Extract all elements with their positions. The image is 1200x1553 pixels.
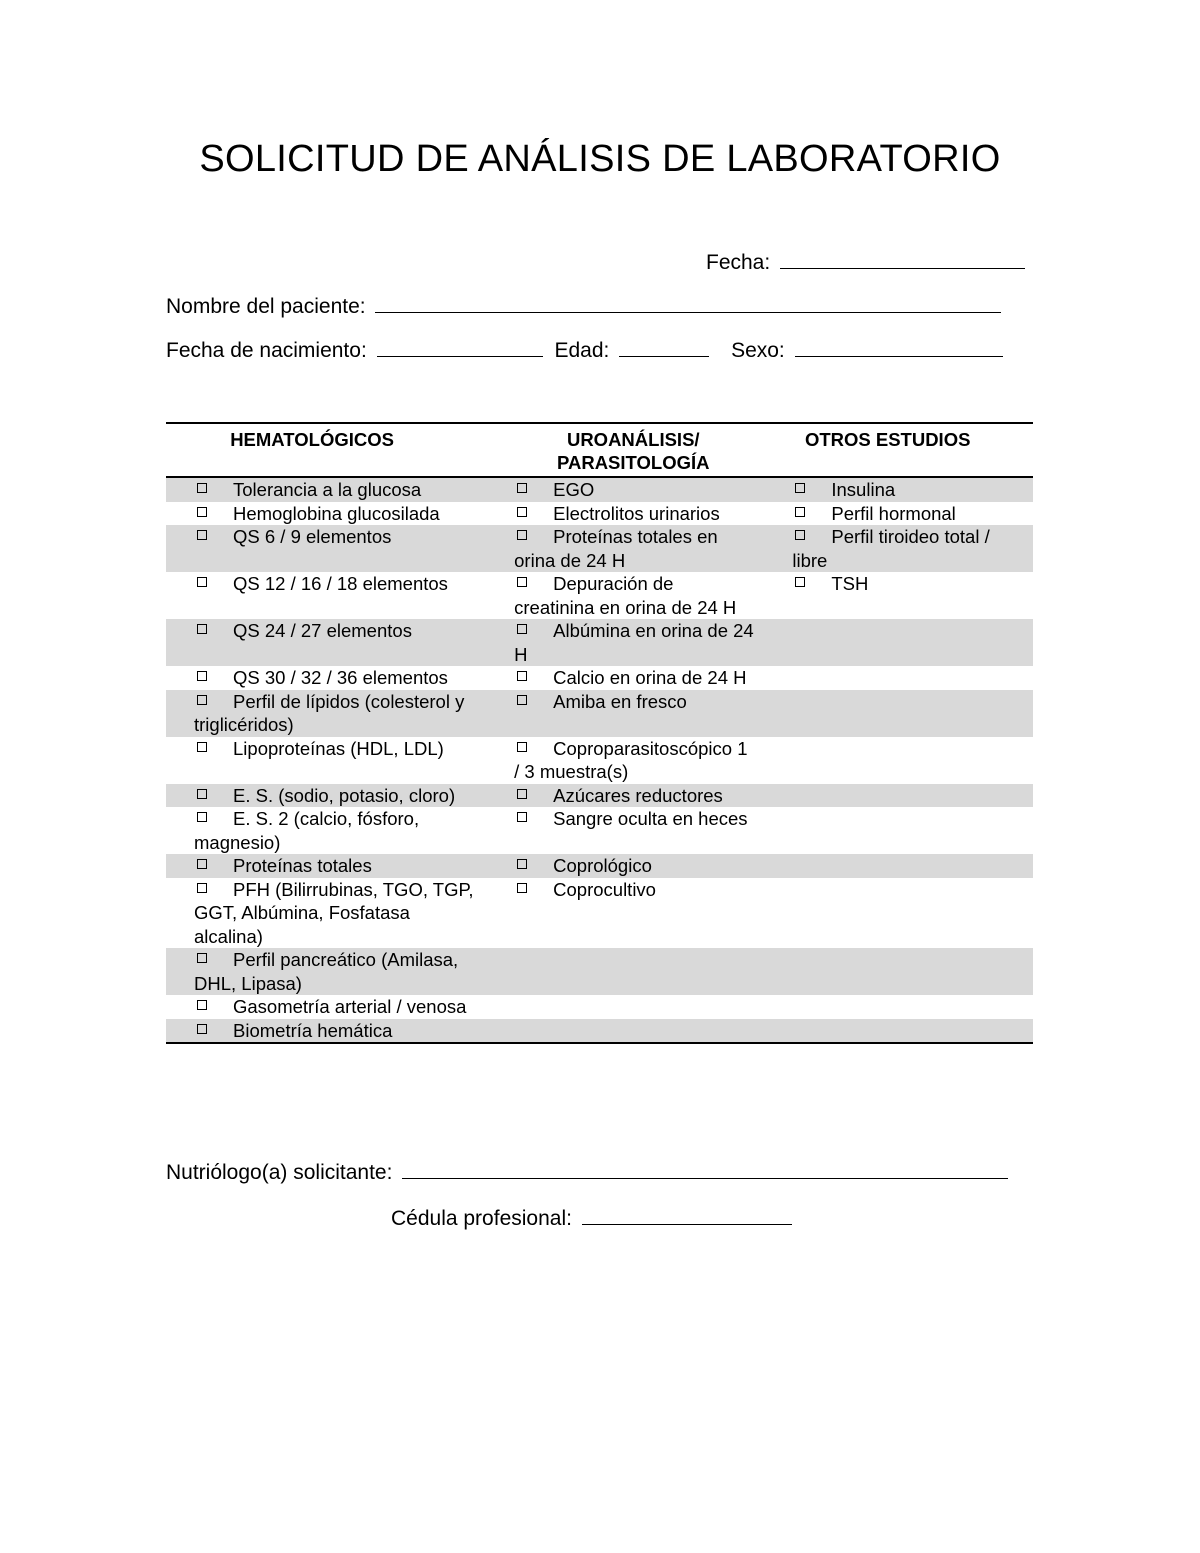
checkbox[interactable] <box>517 812 527 822</box>
test-label: Hemoglobina glucosilada <box>233 502 440 524</box>
checkbox[interactable] <box>517 671 527 681</box>
test-label: Sangre oculta en heces <box>553 808 748 829</box>
nombre-field[interactable] <box>375 292 1001 313</box>
table-header-row <box>166 423 1033 477</box>
checkbox[interactable] <box>795 507 805 517</box>
table-cell <box>772 666 1033 690</box>
test-label: Biometría hemática <box>233 1019 393 1041</box>
table-cell <box>166 690 484 737</box>
table-row <box>166 807 1033 854</box>
table-cell <box>166 995 484 1019</box>
nacimiento-label: Fecha de nacimiento: <box>166 339 367 362</box>
checkbox[interactable] <box>517 742 527 752</box>
table-row <box>166 995 1033 1019</box>
table-cell <box>772 619 1033 666</box>
test-label: QS 12 / 16 / 18 elementos <box>233 573 448 594</box>
table-row <box>166 666 1033 690</box>
table-cell <box>484 1019 772 1044</box>
checkbox[interactable] <box>197 624 207 634</box>
checkbox[interactable] <box>795 483 805 493</box>
checkbox[interactable] <box>517 483 527 493</box>
page-title: SOLICITUD DE ANÁLISIS DE LABORATORIO <box>199 138 1001 180</box>
edad-field[interactable] <box>619 336 709 357</box>
table-row <box>166 690 1033 737</box>
table-row <box>166 854 1033 878</box>
table-row <box>166 737 1033 784</box>
table-cell <box>484 878 772 949</box>
checkbox[interactable] <box>197 789 207 799</box>
test-label: Perfil pancreático (Amilasa, DHL, Lipasa) <box>194 949 459 994</box>
table-row <box>166 572 1033 619</box>
checkbox[interactable] <box>517 507 527 517</box>
table-cell <box>484 737 772 784</box>
cedula-row <box>391 1204 792 1231</box>
table-cell <box>166 737 484 784</box>
table-cell <box>166 948 484 995</box>
test-label: QS 30 / 32 / 36 elementos <box>233 667 448 688</box>
cedula-field[interactable] <box>582 1204 792 1225</box>
checkbox[interactable] <box>517 859 527 869</box>
checkbox[interactable] <box>517 789 527 799</box>
nacimiento-field[interactable] <box>377 336 543 357</box>
table-cell <box>166 619 484 666</box>
test-label: Perfil tiroideo total / libre <box>792 526 990 571</box>
checkbox[interactable] <box>197 577 207 587</box>
test-label: Perfil hormonal <box>831 502 956 524</box>
test-label: Albúmina en orina de 24 H <box>514 620 754 665</box>
test-label: Coprológico <box>553 855 652 876</box>
table-cell <box>166 1019 484 1044</box>
table-cell <box>166 807 484 854</box>
table-body <box>166 477 1033 1043</box>
fecha-label: Fecha: <box>706 251 771 274</box>
test-label: Proteínas totales <box>233 855 372 876</box>
nutriologo-row <box>166 1158 1008 1185</box>
table-cell <box>772 878 1033 949</box>
checkbox[interactable] <box>517 883 527 893</box>
test-label: Gasometría arterial / venosa <box>233 996 467 1017</box>
test-label: Electrolitos urinarios <box>553 502 720 524</box>
nacimiento-row <box>166 336 1003 363</box>
checkbox[interactable] <box>795 577 805 587</box>
test-label: Calcio en orina de 24 H <box>553 667 747 688</box>
test-label: Coproparasitoscópico 1 / 3 muestra(s) <box>514 737 748 782</box>
table-cell <box>484 619 772 666</box>
checkbox[interactable] <box>197 742 207 752</box>
cedula-label: Cédula profesional: <box>391 1207 572 1230</box>
test-label: Lipoproteínas (HDL, LDL) <box>233 737 444 759</box>
table-row <box>166 525 1033 572</box>
checkbox[interactable] <box>517 624 527 634</box>
table-cell <box>484 995 772 1019</box>
test-label: Tolerancia a la glucosa <box>233 479 422 500</box>
test-label: Proteínas totales en orina de 24 H <box>514 526 718 571</box>
table-row <box>166 1019 1033 1044</box>
test-label: TSH <box>831 573 869 594</box>
test-label: Amiba en fresco <box>553 690 687 712</box>
table-cell <box>484 666 772 690</box>
table-row <box>166 477 1033 502</box>
table-cell <box>484 807 772 854</box>
table-cell <box>772 525 1033 572</box>
header-uroanalisis <box>484 423 772 477</box>
test-label: PFH (Bilirrubinas, TGO, TGP, GGT, Albúmina, Fosfatasa alcalina) <box>194 878 474 947</box>
checkbox[interactable] <box>517 577 527 587</box>
test-label: E. S. 2 (calcio, fósforo, magnesio) <box>194 808 420 853</box>
checkbox[interactable] <box>197 1024 207 1034</box>
table-cell <box>772 854 1033 878</box>
table-cell <box>166 502 484 526</box>
checkbox[interactable] <box>197 483 207 493</box>
test-label: Depuración de creatinina en orina de 24 H <box>514 573 737 618</box>
table-cell <box>772 807 1033 854</box>
fecha-field[interactable] <box>780 248 1025 269</box>
table-cell <box>484 854 772 878</box>
nutriologo-label: Nutriólogo(a) solicitante: <box>166 1161 393 1184</box>
table-cell <box>166 666 484 690</box>
table-cell <box>166 854 484 878</box>
checkbox[interactable] <box>197 671 207 681</box>
table-cell <box>166 477 484 502</box>
table-cell <box>772 477 1033 502</box>
table-cell <box>484 502 772 526</box>
checkbox[interactable] <box>197 507 207 517</box>
header-hematologicos: HEMATOLÓGICOS <box>230 429 394 450</box>
table-cell <box>772 784 1033 808</box>
table-cell <box>772 737 1033 784</box>
checkbox[interactable] <box>517 530 527 540</box>
nombre-label: Nombre del paciente: <box>166 295 366 318</box>
fecha-row <box>706 248 1025 275</box>
table-cell <box>166 572 484 619</box>
checkbox[interactable] <box>197 859 207 869</box>
table-row <box>166 948 1033 995</box>
table-row <box>166 878 1033 949</box>
checkbox[interactable] <box>197 530 207 540</box>
table-cell <box>772 1019 1033 1044</box>
table-cell <box>484 690 772 737</box>
table-cell <box>484 784 772 808</box>
test-label: QS 6 / 9 elementos <box>233 526 392 547</box>
edad-label: Edad: <box>554 339 610 362</box>
checkbox[interactable] <box>197 695 207 705</box>
table-cell <box>772 690 1033 737</box>
table-cell <box>772 572 1033 619</box>
table-cell <box>484 948 772 995</box>
test-label: Insulina <box>831 479 896 500</box>
test-label: Perfil de lípidos (colesterol y triglicéridos) <box>194 690 465 735</box>
table-cell <box>772 502 1033 526</box>
header-uroanalisis-text: UROANÁLISIS/ PARASITOLOGÍA <box>557 429 710 473</box>
checkbox[interactable] <box>197 883 207 893</box>
nutriologo-field[interactable] <box>402 1158 1008 1179</box>
checkbox[interactable] <box>197 953 207 963</box>
test-label: E. S. (sodio, potasio, cloro) <box>233 784 456 806</box>
table-row <box>166 619 1033 666</box>
sexo-field[interactable] <box>795 336 1003 357</box>
nombre-row <box>166 292 1001 319</box>
test-label: QS 24 / 27 elementos <box>233 620 412 641</box>
test-label: EGO <box>553 479 595 500</box>
table-cell <box>772 995 1033 1019</box>
table-row <box>166 784 1033 808</box>
checkbox[interactable] <box>517 695 527 705</box>
table-cell <box>166 784 484 808</box>
checkbox[interactable] <box>795 530 805 540</box>
table-cell <box>484 525 772 572</box>
test-label: Coprocultivo <box>553 878 656 900</box>
checkbox[interactable] <box>197 812 207 822</box>
lab-tests-table <box>166 422 1033 1044</box>
sexo-label: Sexo: <box>731 339 785 362</box>
table-cell <box>166 878 484 949</box>
checkbox[interactable] <box>197 1000 207 1010</box>
table-cell <box>772 948 1033 995</box>
header-otros: OTROS ESTUDIOS <box>804 429 971 450</box>
table-row <box>166 502 1033 526</box>
table-cell <box>166 525 484 572</box>
table-cell <box>484 477 772 502</box>
test-label: Azúcares reductores <box>553 784 723 806</box>
table-cell <box>484 572 772 619</box>
